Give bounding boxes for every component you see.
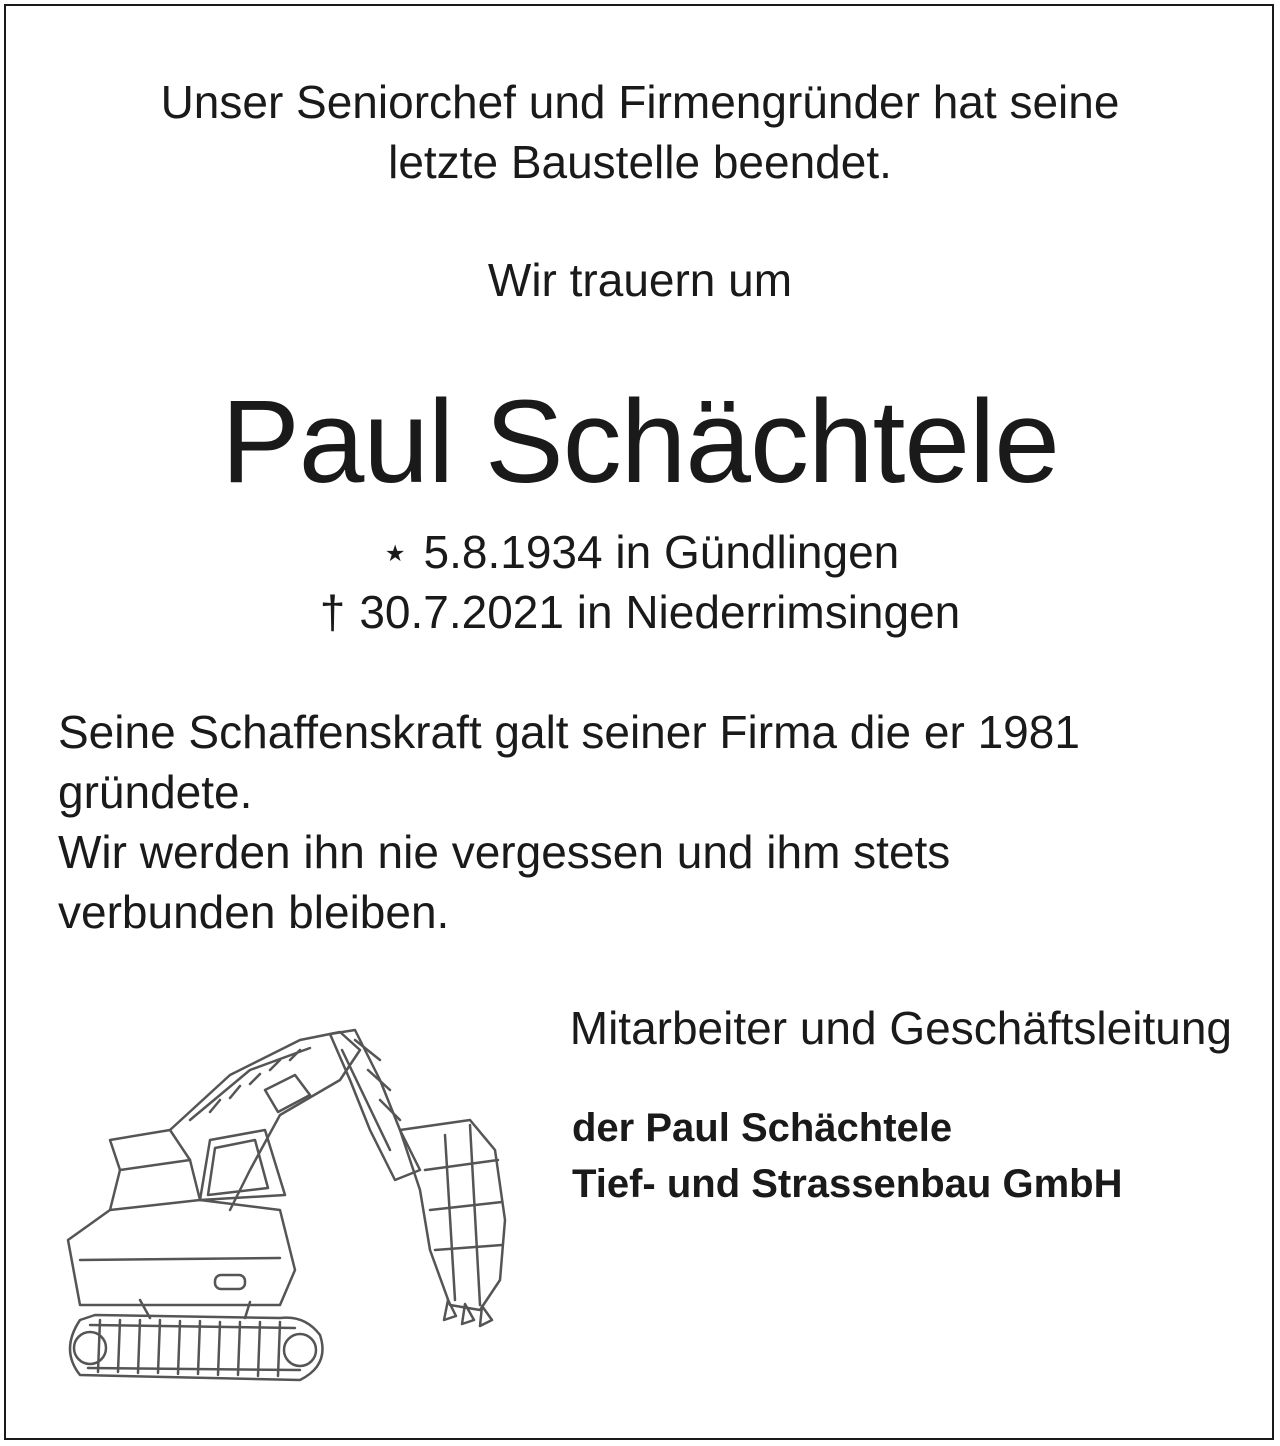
tribute-line-2: gründete.	[58, 766, 253, 818]
intro-line-2: letzte Baustelle beendet.	[388, 136, 892, 188]
death-text: 30.7.2021 in Niederrimsingen	[359, 586, 961, 638]
death-line	[0, 582, 1280, 642]
company-line-1: der Paul Schächtele	[572, 1106, 953, 1150]
tribute-line-3: Wir werden ihn nie vergessen und ihm stets	[58, 826, 951, 878]
tribute-text	[58, 702, 1258, 942]
birth-line	[0, 522, 1280, 582]
intro-line-1: Unser Seniorchef und Firmengründer hat seine	[160, 76, 1120, 128]
excavator-icon	[50, 1020, 530, 1400]
company-line-2: Tief- und Strassenbau GmbH	[572, 1162, 1123, 1206]
star-icon: ⋆	[380, 526, 410, 578]
company-name	[572, 1100, 1122, 1212]
excavator-boom	[170, 1032, 360, 1210]
tribute-line-1: Seine Schaffenskraft galt seiner Firma die er 1981	[58, 706, 1080, 758]
mourn-text: Wir trauern um	[487, 254, 793, 306]
tribute-line-4: verbunden bleiben.	[58, 886, 450, 938]
excavator-bucket	[400, 1120, 505, 1310]
birth-text: 5.8.1934 in Gündlingen	[423, 526, 900, 578]
signoff-text: Mitarbeiter und Geschäftsleitung	[569, 1002, 1232, 1054]
excavator-body	[68, 1200, 295, 1305]
cross-icon: †	[319, 586, 346, 638]
deceased-name: Paul Schächtele	[221, 376, 1059, 508]
